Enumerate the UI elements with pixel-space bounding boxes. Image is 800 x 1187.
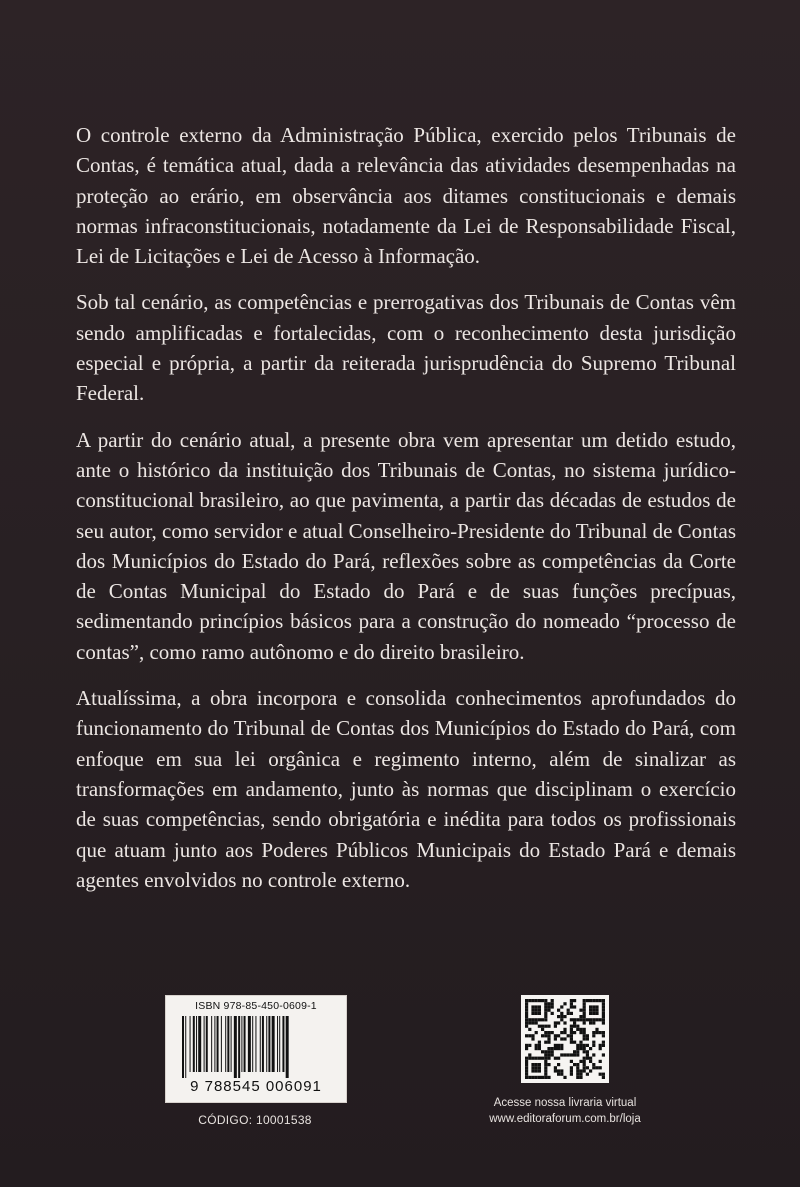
qr-code-icon [525,999,605,1079]
isbn-label: ISBN 978-85-450-0609-1 [195,1000,317,1012]
product-code: CÓDIGO: 10001538 [198,1113,312,1127]
blurb-paragraph-4: Atualíssima, a obra incorpora e consolida conhecimentos aprofundados do funcionamento do Tribunal de Contas dos Municípios do Estado do Pará, com enfoque em sua lei orgânica e regimento interno, além de sinalizar as transformações em andamento, junto às normas que disciplinam o exercício de suas competências, sendo obrigatória e inédita para todos os profissionais que atuam junto aos Poderes Públicos Municipais do Estado Pará e demais agentes envolvidos no controle externo. [76,686,736,892]
blurb-paragraph-1: O controle externo da Administração Pública, exercido pelos Tribunais de Contas, é temática atual, dada a relevância das atividades desempenhadas na proteção ao erário, em observância aos ditames constitucionais e demais normas infraconstitucionais, notadamente da Lei de Responsabilidade Fiscal, Lei de Licitações e Lei de Acesso à Informação. [76,123,736,269]
blurb-paragraph-2: Sob tal cenário, as competências e prerrogativas dos Tribunais de Contas vêm sendo amplificadas e fortalecidas, com o reconhecimento desta jurisdição especial e própria, a partir da reiterada jurisprudência do Supremo Tribunal Federal. [76,290,736,406]
qr-caption [466,1095,664,1127]
isbn-barcode-panel [165,995,347,1103]
qr-caption-line-1: Acesse nossa livraria virtual [493,1097,637,1109]
barcode-digits: 9 788545 006091 [190,1078,322,1095]
blurb-paragraph-3: A partir do cenário atual, a presente obra vem apresentar um detido estudo, ante o histórico da instituição dos Tribunais de Contas, no sistema jurídico-constitucional brasileiro, ao que pavimenta, a partir das décadas de estudos de seu autor, como servidor e atual Conselheiro-Presidente do Tribunal de Contas dos Municípios do Estado do Pará, reflexões sobre as competências da Corte de Contas Municipal do Estado do Pará e de suas funções precípuas, sedimentando princípios básicos para a construção do nomeado “processo de contas”, como ramo autônomo e do direito brasileiro. [76,427,736,664]
back-cover-blurb [76,120,736,911]
qr-code-panel [521,995,609,1083]
barcode-icon [180,1016,332,1078]
qr-caption-line-2: www.editoraforum.com.br/loja [489,1113,641,1125]
